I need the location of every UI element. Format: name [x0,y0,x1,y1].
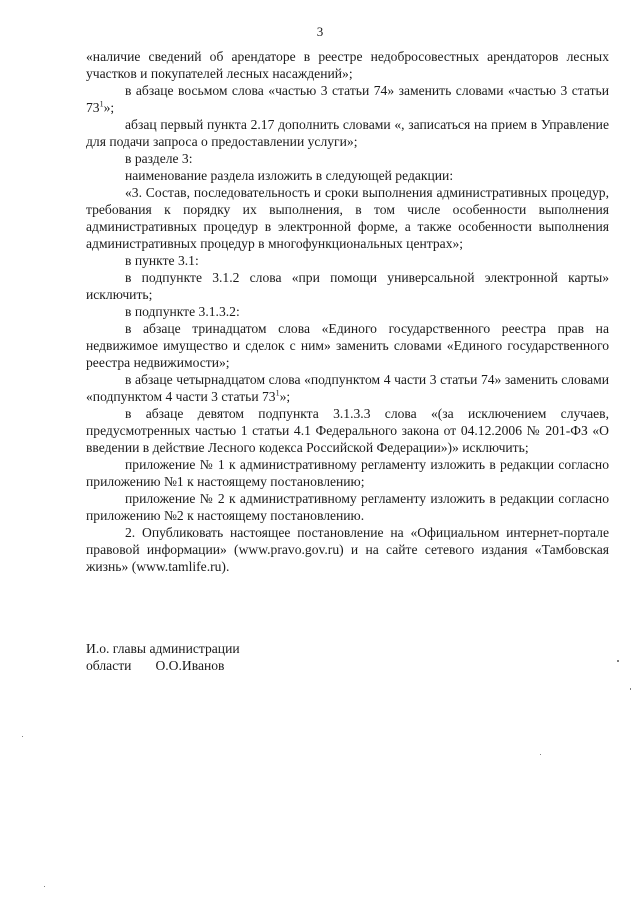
paragraph [86,82,609,116]
signature-line [86,657,240,674]
scan-speck [617,660,619,662]
scan-speck [22,736,23,737]
page-number: 3 [316,24,324,39]
paragraph-text: в абзаце четырнадцатом слова «подпунктом 4 части 3 статьи 74» заменить словами «подпунктом 4 части 3 статьи 73 [86,372,609,404]
paragraph-text: «3. Состав, последовательность и сроки выполнения административных процедур, требования к порядку их выполнения, в том числе особенности выполнения административных процедур в электронной форме, а также особенности выполнения административных процедур в многофункциональных центрах»; [86,185,609,251]
scan-speck [44,886,45,887]
paragraph-text: приложение № 1 к административному регламенту изложить в редакции согласно приложению №1 к настоящему постановлению; [86,457,609,489]
superscript: 1 [99,99,104,109]
paragraph [86,303,609,320]
paragraph [86,116,609,150]
paragraph [86,184,609,252]
paragraph [86,269,609,303]
paragraph [86,48,609,82]
paragraph-text: приложение № 2 к административному регламенту изложить в редакции согласно приложению №2 к настоящему постановлению. [86,491,609,523]
paragraph-text: »; [279,389,291,404]
paragraph-text: в абзаце восьмом слова «частью 3 статьи 74» заменить словами «частью 3 статьи 73 [86,83,609,115]
signature-title: И.о. главы администрации [86,641,240,656]
paragraph [86,490,609,524]
paragraph-text: в подпункте 3.1.2 слова «при помощи универсальной электронной карты» исключить; [86,270,609,302]
paragraph [86,252,609,269]
scan-speck [540,754,541,755]
paragraph-text: абзац первый пункта 2.17 дополнить словами «, записаться на прием в Управление для подачи запроса о предоставлении услуги»; [86,117,609,149]
paragraph [86,371,609,405]
signature-name: О.О.Иванов [155,658,225,673]
paragraph-text: в абзаце тринадцатом слова «Единого государственного реестра прав на недвижимое имущество и сделок с ним» заменить словами «Единого государственного реестра недвижимости»; [86,321,609,370]
paragraph [86,320,609,371]
document-body [86,48,609,575]
superscript: 1 [275,388,280,398]
paragraph [86,456,609,490]
scan-speck [630,688,631,690]
paragraph [86,524,609,575]
paragraph [86,405,609,456]
paragraph-text: 2. Опубликовать настоящее постановление на «Официальном интернет-портале правовой информации» (www.pravo.gov.ru) и на сайте сетевого издания «Тамбовская жизнь» (www.tamlife.ru). [86,525,609,574]
paragraph-text: «наличие сведений об арендаторе в реестре недобросовестных арендаторов лесных участков и покупателей лесных насаждений»; [86,49,609,81]
paragraph-text: »; [103,100,115,115]
paragraph [86,150,609,167]
paragraph-text: наименование раздела изложить в следующей редакции: [125,168,454,183]
signature-block [86,640,240,674]
paragraph [86,167,609,184]
paragraph-text: в абзаце девятом подпункта 3.1.3.3 слова «(за исключением случаев, предусмотренных частью 1 статьи 4.1 Федерального закона от 04.12.2006 № 201-ФЗ «О введении в действие Лесного кодекса Российской Федерации»)» исключить; [86,406,609,455]
paragraph-text: в пункте 3.1: [125,253,199,268]
signature-role: области [86,658,132,673]
paragraph-text: в подпункте 3.1.3.2: [125,304,240,319]
paragraph-text: в разделе 3: [125,151,193,166]
